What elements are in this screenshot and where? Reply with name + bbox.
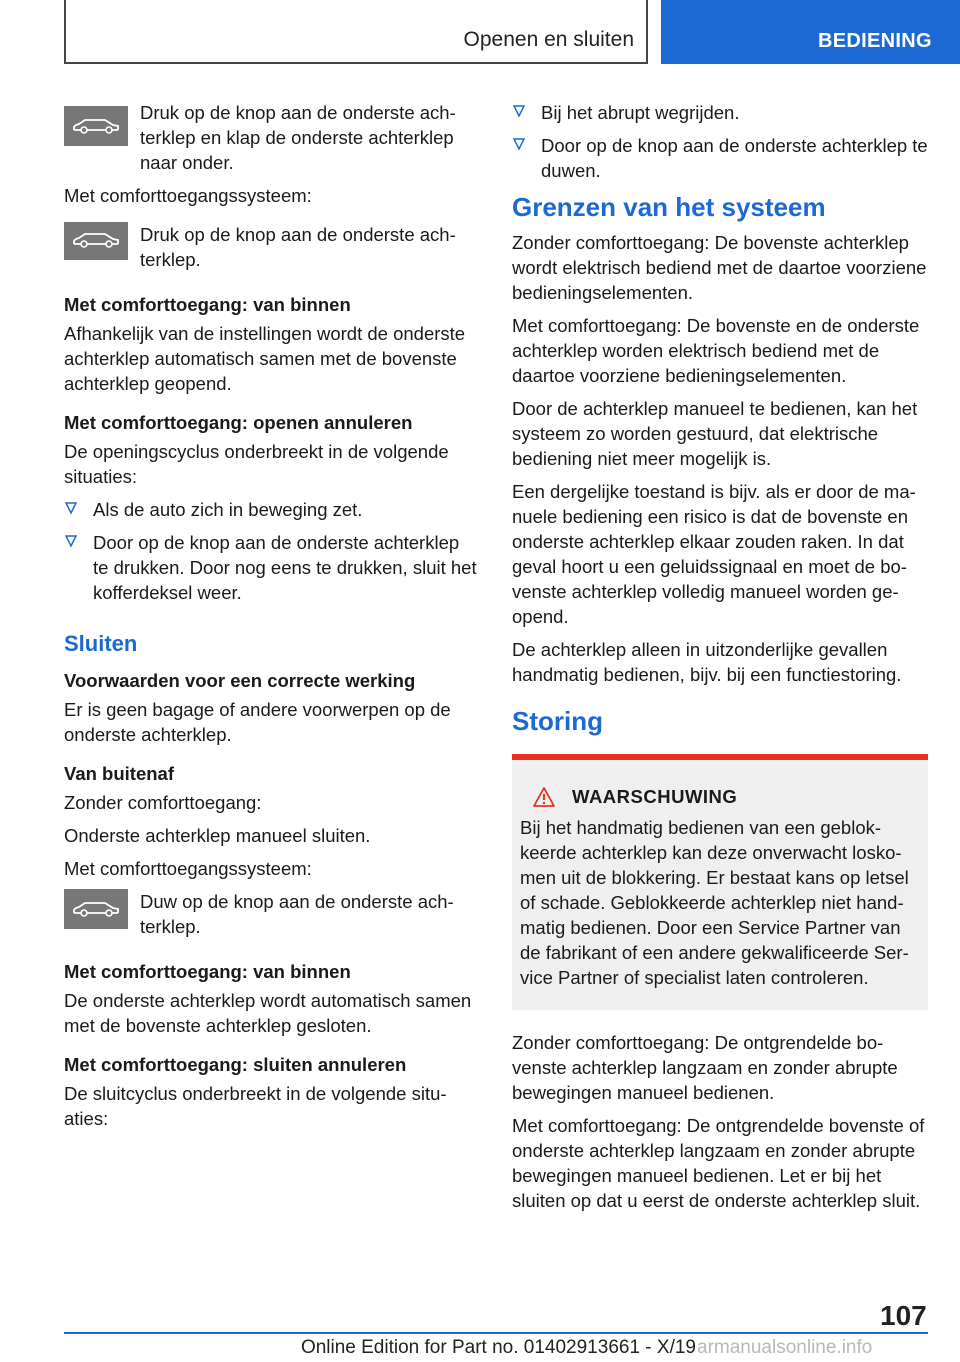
subheading: Met comforttoegang: sluiten annuleren [64, 1054, 407, 1075]
section-heading: Grenzen van het systeem [512, 192, 826, 222]
warning-text: Bij het handmatig bedienen van een geblokkeerde achterklep kan deze onverwacht loskomen uit de blokkering. Er bestaat kans op letsel of schade. Geblokkeerde achterklep niet handmatig bedienen. Door een Service Partner van de fabrikant of een andere gekwalificeerde Service Partner of specialist laten controleren. [520, 817, 909, 988]
car-instruction-1 [64, 100, 478, 175]
watermark: armanualsonline.info [697, 1337, 873, 1358]
page-number: 107 [880, 1300, 927, 1331]
paragraph: De achterklep alleen in uitzonderlijke gevallen handmatig bedienen, bijv. bij een functiestoring. [512, 639, 902, 685]
car-instruction-2 [64, 222, 478, 272]
section-title: Openen en sluiten [463, 28, 634, 51]
paragraph: Zonder comforttoegang: De ontgrendelde bovenste achterklep langzaam en zonder abrupte bewegingen manueel bedienen. [512, 1032, 898, 1103]
triangle-bullet-icon [513, 104, 525, 118]
paragraph: Zonder comforttoegang: [64, 792, 262, 813]
paragraph: Zonder comforttoegang: De bovenste achterklep wordt elektrisch bediend met de daartoe voorziene bedieningselementen. [512, 232, 927, 303]
paragraph: De sluitcyclus onderbreekt in de volgende situaties: [64, 1083, 447, 1129]
paragraph: De onderste achterklep wordt automatisch samen met de bovenste achterklep gesloten. [64, 990, 472, 1036]
warning-triangle-icon [532, 786, 556, 808]
car-tailgate-icon [64, 222, 128, 260]
paragraph: Onderste achterklep manueel sluiten. [64, 825, 371, 846]
subheading: Met comforttoegang: openen annuleren [64, 412, 413, 433]
header-section-box [64, 0, 648, 64]
chapter-tab[interactable] [661, 0, 960, 64]
paragraph: Een dergelijke toestand is bijv. als er door de manuele bediening een risico is dat de bovenste en onderste achterklep elkaar zouden raken. In dat geval hoort u een geluidssignaal en moet de bovenste achterklep volledig manueel worden geopend. [512, 481, 916, 627]
instruction-text: Duw op de knop aan de onderste achterklep. [140, 891, 454, 937]
warning-box [512, 754, 928, 1010]
paragraph: Door de achterklep manueel te bedienen, kan het systeem zo worden gestuurd, dat elektrische bediening niet meer mogelijk is. [512, 398, 918, 469]
footer-divider [64, 1332, 928, 1334]
paragraph: Afhankelijk van de instellingen wordt de onderste achterklep automatisch samen met de bovenste achterklep geopend. [64, 323, 466, 394]
paragraph: Met comforttoegang: De ontgrendelde bovenste of onderste achterklep langzaam en zonder abrupte bewegingen manueel bedienen. Let er bij het sluiten op dat u eerst de onderste achterklep sluit. [512, 1115, 925, 1211]
paragraph: Met comforttoegangssysteem: [64, 858, 312, 879]
car-instruction-3 [64, 889, 478, 939]
car-tailgate-icon [64, 889, 128, 929]
triangle-bullet-icon [65, 501, 77, 515]
paragraph: Met comforttoegangssysteem: [64, 185, 312, 206]
list-item: Door op de knop aan de onderste achterklep te drukken. Door nog eens te drukken, sluit het kofferdeksel weer. [64, 530, 478, 605]
instruction-text: Druk op de knop aan de onderste achterklep. [140, 224, 456, 270]
triangle-bullet-icon [513, 137, 525, 151]
left-column [64, 100, 478, 1139]
edition-text: Online Edition for Part no. 01402913661 - X/19 [300, 1337, 696, 1358]
warning-title: WAARSCHUWING [520, 784, 920, 809]
bullet-list [64, 497, 478, 605]
paragraph: Er is geen bagage of andere voorwerpen op de onderste achterklep. [64, 699, 451, 745]
car-tailgate-icon [64, 106, 128, 146]
paragraph: Met comforttoegang: De bovenste en de onderste achterklep worden elektrisch bediend met de daartoe voorziene bedieningselementen. [512, 315, 920, 386]
chapter-tab-label: BEDIENING [818, 30, 932, 52]
section-heading: Sluiten [64, 631, 138, 656]
right-column [512, 100, 928, 1221]
subheading: Van buitenaf [64, 763, 174, 784]
list-item: Door op de knop aan de onderste achterklep te duwen. [512, 133, 928, 183]
subheading: Voorwaarden voor een correcte werking [64, 670, 416, 691]
triangle-bullet-icon [65, 534, 77, 548]
subheading: Met comforttoegang: van binnen [64, 961, 351, 982]
list-item: Bij het abrupt wegrijden. [512, 100, 928, 125]
bullet-list [512, 100, 928, 183]
section-heading: Storing [512, 706, 603, 736]
list-item: Als de auto zich in beweging zet. [64, 497, 478, 522]
instruction-text: Druk op de knop aan de onderste achterklep en klap de onderste achterklep naar onder. [140, 102, 456, 173]
paragraph: De openingscyclus onderbreekt in de volgende situaties: [64, 441, 449, 487]
subheading: Met comforttoegang: van binnen [64, 294, 351, 315]
